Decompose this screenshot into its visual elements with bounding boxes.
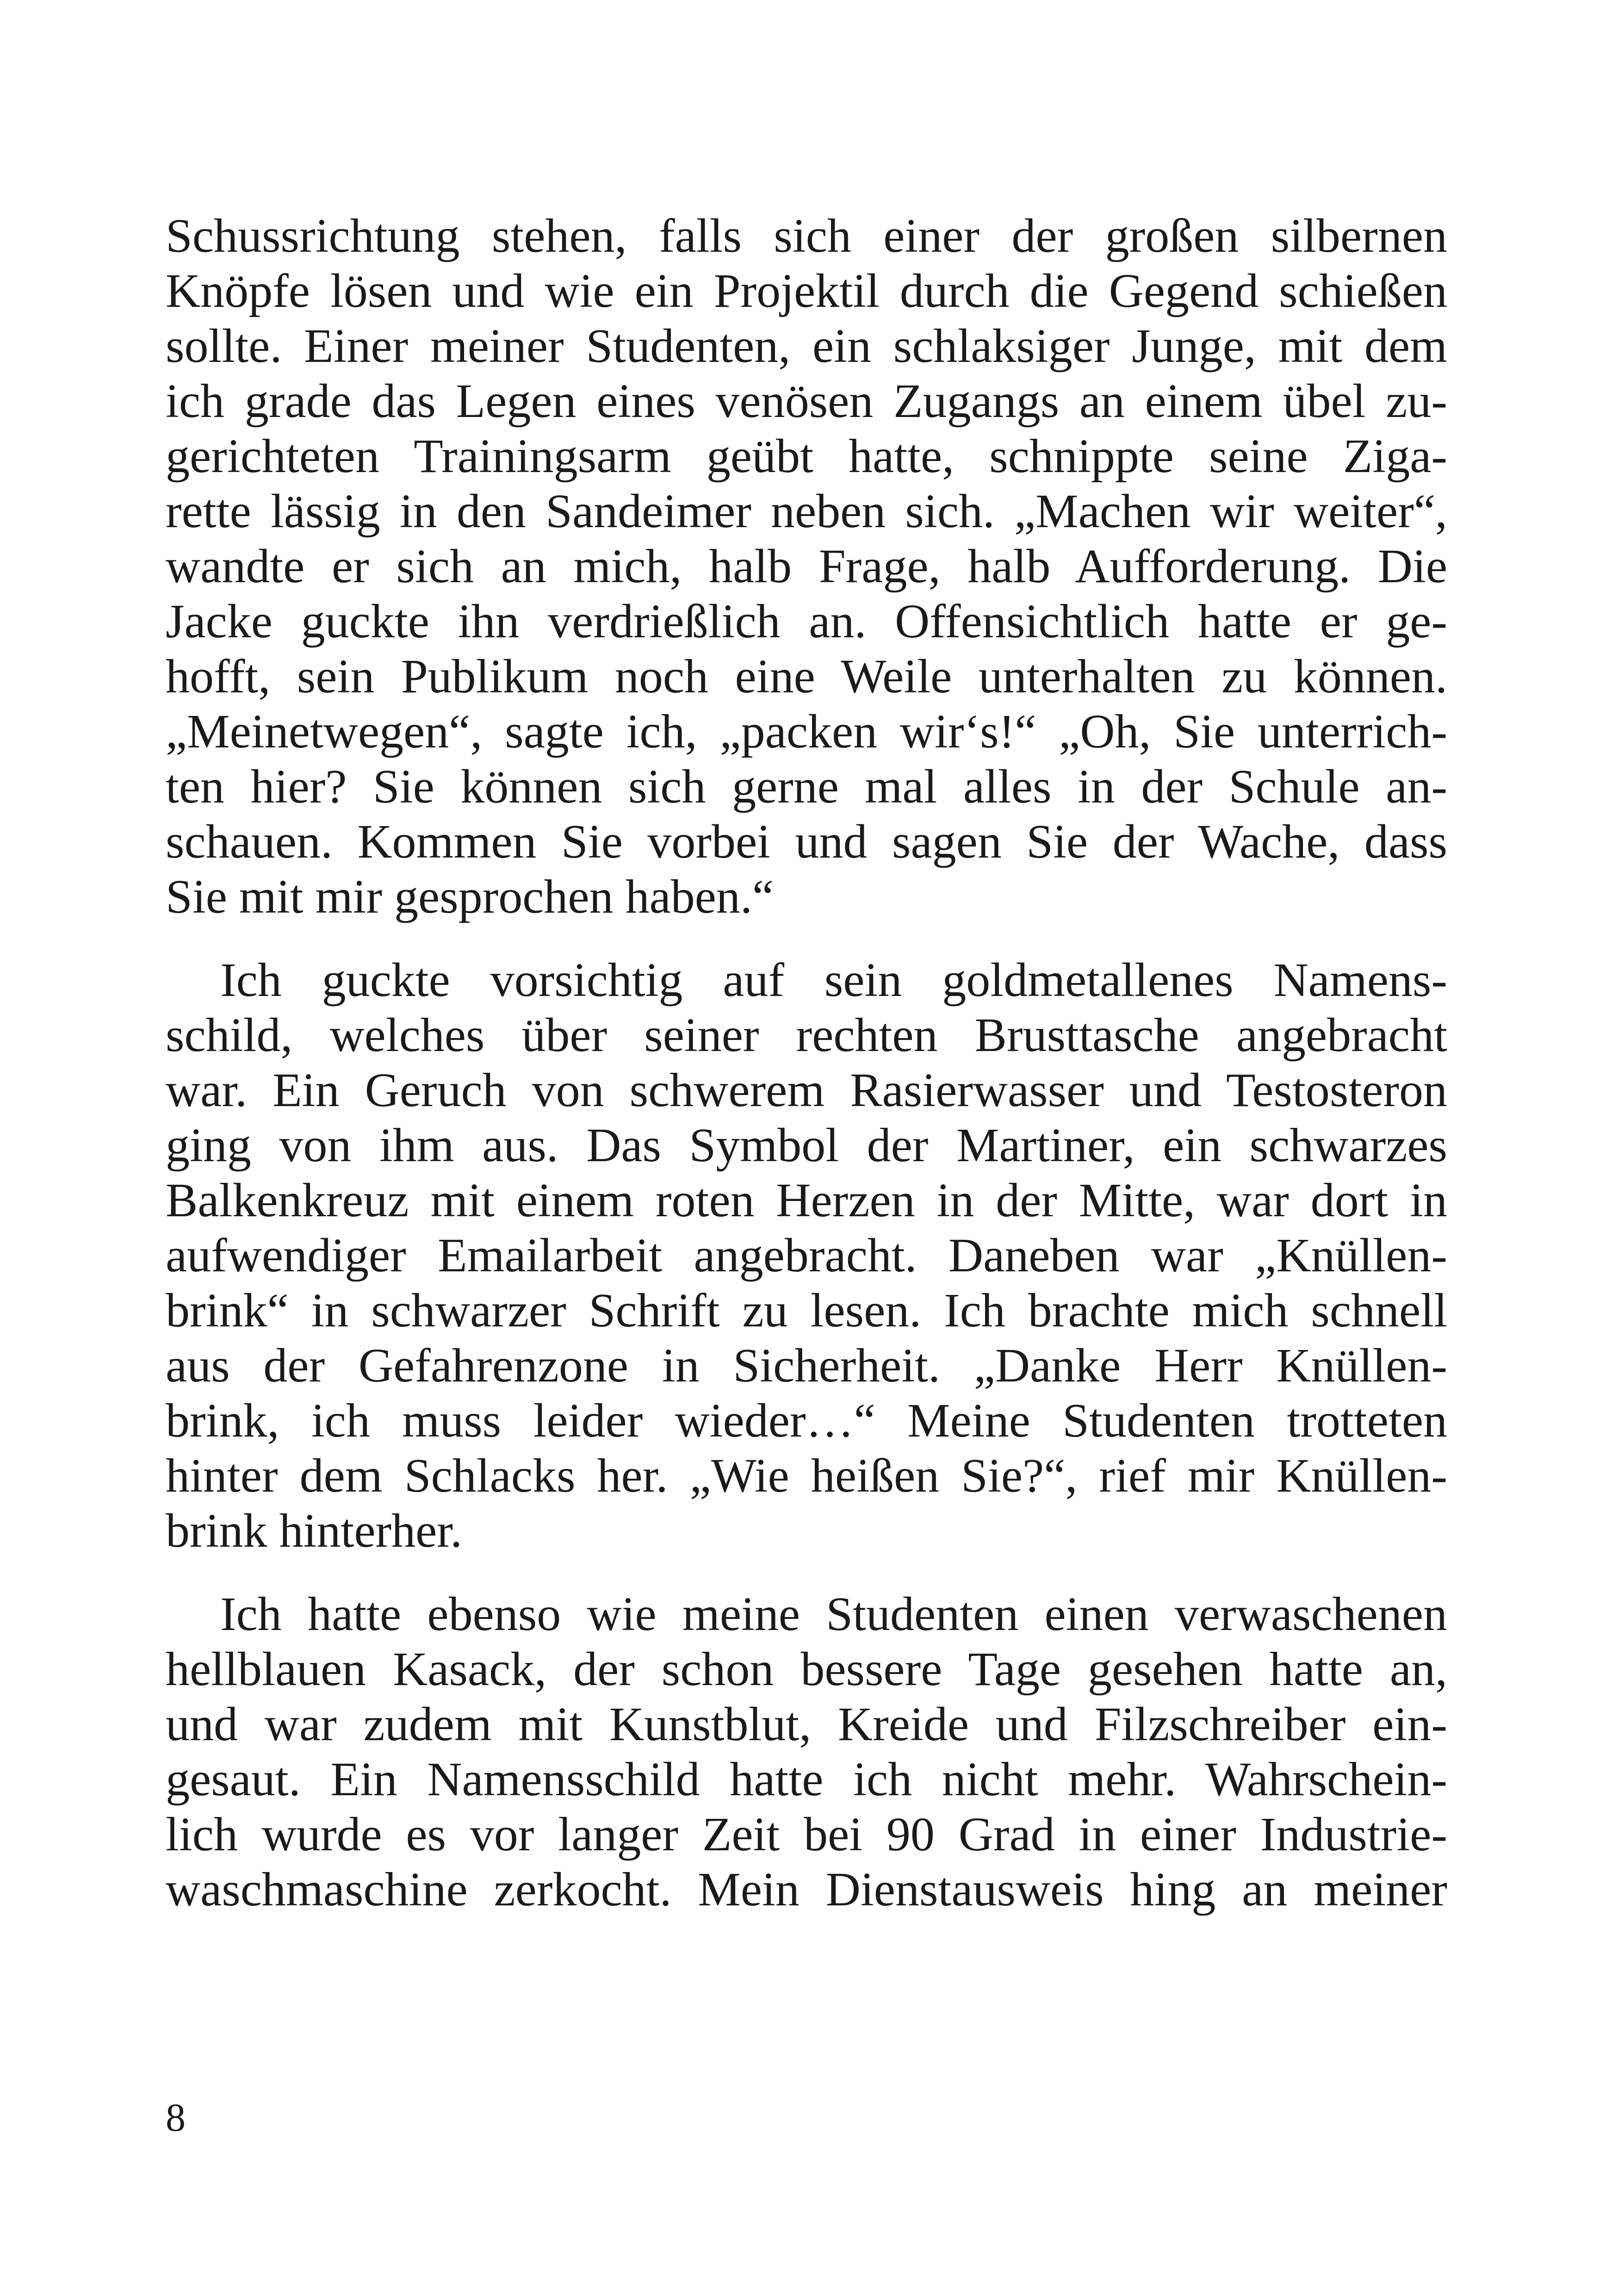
paragraph-2 — [166, 952, 1447, 1558]
text-line: schauen. Kommen Sie vorbei und sagen Sie der Wache, dass — [166, 815, 1447, 868]
text-line: war. Ein Geruch von schwerem Rasierwasser und Testosteron — [166, 1064, 1447, 1117]
text-line: aus der Gefahrenzone in Sicherheit. „Danke Herr Knüllen- — [166, 1339, 1447, 1392]
text-line: schild, welches über seiner rechten Brusttasche angebracht — [166, 1008, 1447, 1062]
paragraph-gap — [166, 924, 1447, 952]
text-line: sollte. Einer meiner Studenten, ein schlaksiger Junge, mit dem — [166, 319, 1447, 373]
text-line: wandte er sich an mich, halb Frage, halb Aufforderung. Die — [166, 540, 1447, 593]
text-line: Ich guckte vorsichtig auf sein goldmetallenes Namens- — [220, 953, 1447, 1007]
paragraph-3 — [166, 1587, 1447, 1917]
text-line: Balkenkreuz mit einem roten Herzen in der Mitte, war dort in — [166, 1174, 1447, 1227]
text-line: ich grade das Legen eines venösen Zugangs an einem übel zu- — [166, 374, 1447, 428]
text-line: rette lässig in den Sandeimer neben sich. „Machen wir weiter“, — [166, 485, 1447, 538]
text-line: aufwendiger Emailarbeit angebracht. Daneben war „Knüllen- — [166, 1229, 1447, 1282]
text-line: gesaut. Ein Namensschild hatte ich nicht mehr. Wahrschein- — [166, 1753, 1447, 1806]
text-line: „Meinetwegen“, sagte ich, „packen wir‘s!“ „Oh, Sie unterrich- — [166, 705, 1447, 758]
text-line: lich wurde es vor langer Zeit bei 90 Grad in einer Industrie- — [166, 1808, 1447, 1861]
text-line: waschmaschine zerkocht. Mein Dienstausweis hing an meiner — [166, 1863, 1447, 1916]
text-line: hofft, sein Publikum noch eine Weile unterhalten zu können. — [166, 650, 1447, 703]
text-line: Jacke guckte ihn verdrießlich an. Offensichtlich hatte er ge- — [166, 595, 1447, 648]
text-line: und war zudem mit Kunstblut, Kreide und Filzschreiber ein- — [166, 1698, 1447, 1751]
text-line: ging von ihm aus. Das Symbol der Martiner, ein schwarzes — [166, 1119, 1447, 1172]
text-line: brink hinterher. — [166, 1504, 463, 1557]
text-line: ten hier? Sie können sich gerne mal alles in der Schule an- — [166, 760, 1447, 813]
text-line: Schussrichtung stehen, falls sich einer der großen silbernen — [166, 209, 1447, 262]
text-line: hellblauen Kasack, der schon bessere Tage gesehen hatte an, — [166, 1643, 1447, 1696]
text-line: brink, ich muss leider wieder…“ Meine Studenten trotteten — [166, 1394, 1447, 1447]
text-line: Ich hatte ebenso wie meine Studenten einen verwaschenen — [220, 1587, 1447, 1641]
paragraph-1 — [166, 208, 1447, 924]
text-line: Sie mit mir gesprochen haben.“ — [166, 870, 774, 923]
text-line: hinter dem Schlacks her. „Wie heißen Sie?“, rief mir Knüllen- — [166, 1449, 1447, 1502]
paragraph-gap — [166, 1558, 1447, 1587]
body-text — [166, 208, 1447, 1917]
page-number: 8 — [166, 2095, 186, 2140]
text-line: brink“ in schwarzer Schrift zu lesen. Ich brachte mich schnell — [166, 1284, 1447, 1337]
text-line: gerichteten Trainingsarm geübt hatte, schnippte seine Ziga- — [166, 429, 1447, 483]
text-line: Knöpfe lösen und wie ein Projektil durch die Gegend schießen — [166, 264, 1447, 317]
